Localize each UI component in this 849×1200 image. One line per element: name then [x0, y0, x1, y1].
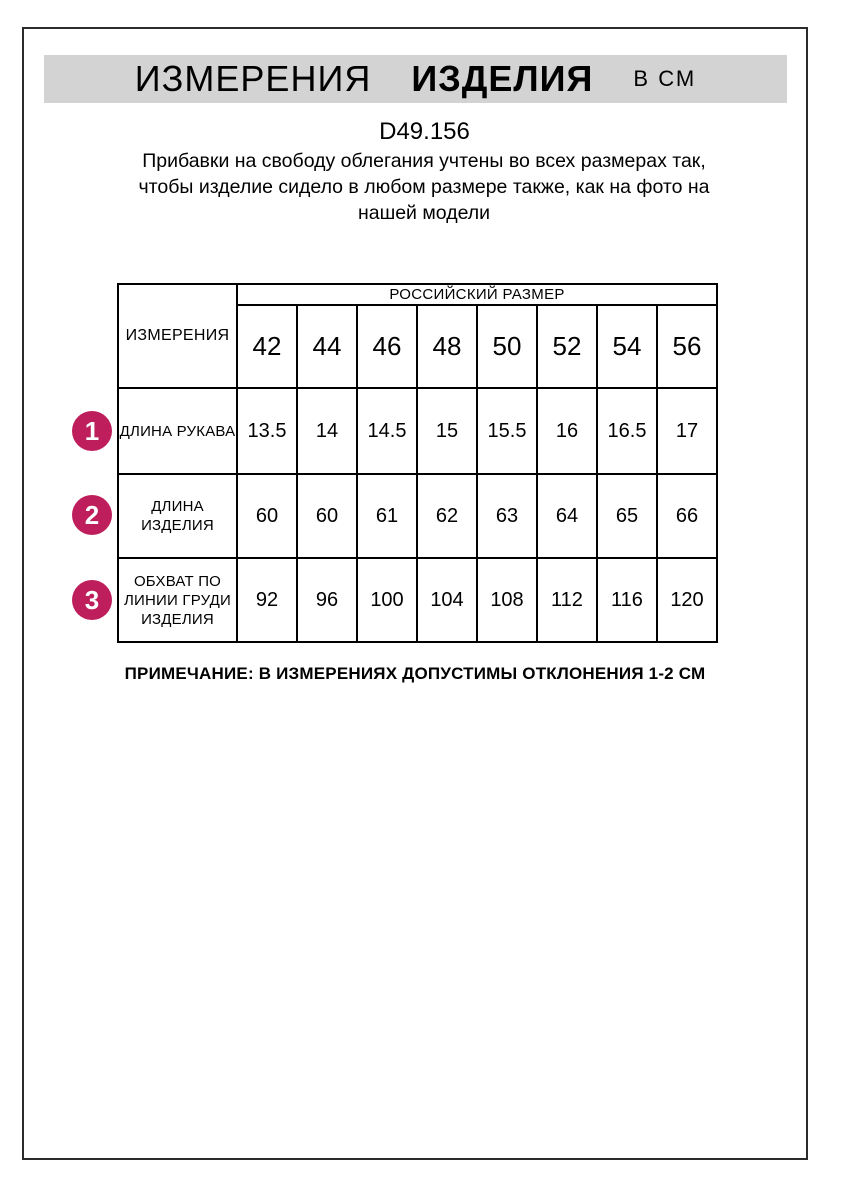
fit-description: Прибавки на свободу облегания учтены во всех размерах так, чтобы изделие сидело в любом размере также, как на фото на нашей модели — [138, 150, 710, 224]
value-cell: 108 — [477, 558, 537, 642]
table-row — [118, 388, 717, 474]
value-cell: 13.5 — [237, 388, 297, 474]
value-cell: 112 — [537, 558, 597, 642]
table-row — [118, 474, 717, 558]
title-band — [44, 55, 787, 103]
page-title-unit: В СМ — [633, 66, 697, 91]
value-cell: 60 — [237, 474, 297, 558]
value-cell: 65 — [597, 474, 657, 558]
table-corner-header: ИЗМЕРЕНИЯ — [118, 284, 237, 388]
value-cell: 120 — [657, 558, 717, 642]
size-header-cell: 42 — [237, 305, 297, 388]
value-cell: 17 — [657, 388, 717, 474]
page-title-measurements: ИЗМЕРЕНИЯ — [134, 58, 372, 99]
value-cell: 92 — [237, 558, 297, 642]
page-title-product: ИЗДЕЛИЯ — [411, 58, 594, 99]
value-cell: 60 — [297, 474, 357, 558]
value-cell: 100 — [357, 558, 417, 642]
row-label-product-length: ДЛИНА ИЗДЕЛИЯ — [118, 474, 237, 558]
row-number-badge-1: 1 — [72, 411, 112, 451]
table-group-header: РОССИЙСКИЙ РАЗМЕР — [237, 284, 717, 305]
row-label-sleeve-length: ДЛИНА РУКАВА — [118, 388, 237, 474]
row-label-chest-girth: ОБХВАТ ПО ЛИНИИ ГРУДИ ИЗДЕЛИЯ — [118, 558, 237, 642]
size-header-cell: 46 — [357, 305, 417, 388]
size-table — [117, 283, 718, 643]
size-header-cell: 56 — [657, 305, 717, 388]
table-row — [118, 558, 717, 642]
value-cell: 116 — [597, 558, 657, 642]
value-cell: 96 — [297, 558, 357, 642]
size-header-cell: 52 — [537, 305, 597, 388]
value-cell: 61 — [357, 474, 417, 558]
model-code: D49.156 — [379, 118, 470, 145]
row-number-badge-2: 2 — [72, 495, 112, 535]
value-cell: 14.5 — [357, 388, 417, 474]
tolerance-note: ПРИМЕЧАНИЕ: В ИЗМЕРЕНИЯХ ДОПУСТИМЫ ОТКЛОНЕНИЯ 1-2 СМ — [124, 664, 706, 683]
value-cell: 63 — [477, 474, 537, 558]
value-cell: 14 — [297, 388, 357, 474]
value-cell: 16 — [537, 388, 597, 474]
value-cell: 66 — [657, 474, 717, 558]
value-cell: 104 — [417, 558, 477, 642]
value-cell: 64 — [537, 474, 597, 558]
size-header-cell: 44 — [297, 305, 357, 388]
size-header-cell: 48 — [417, 305, 477, 388]
size-header-cell: 50 — [477, 305, 537, 388]
row-number-badge-3: 3 — [72, 580, 112, 620]
value-cell: 15 — [417, 388, 477, 474]
value-cell: 15.5 — [477, 388, 537, 474]
value-cell: 16.5 — [597, 388, 657, 474]
value-cell: 62 — [417, 474, 477, 558]
size-header-cell: 54 — [597, 305, 657, 388]
